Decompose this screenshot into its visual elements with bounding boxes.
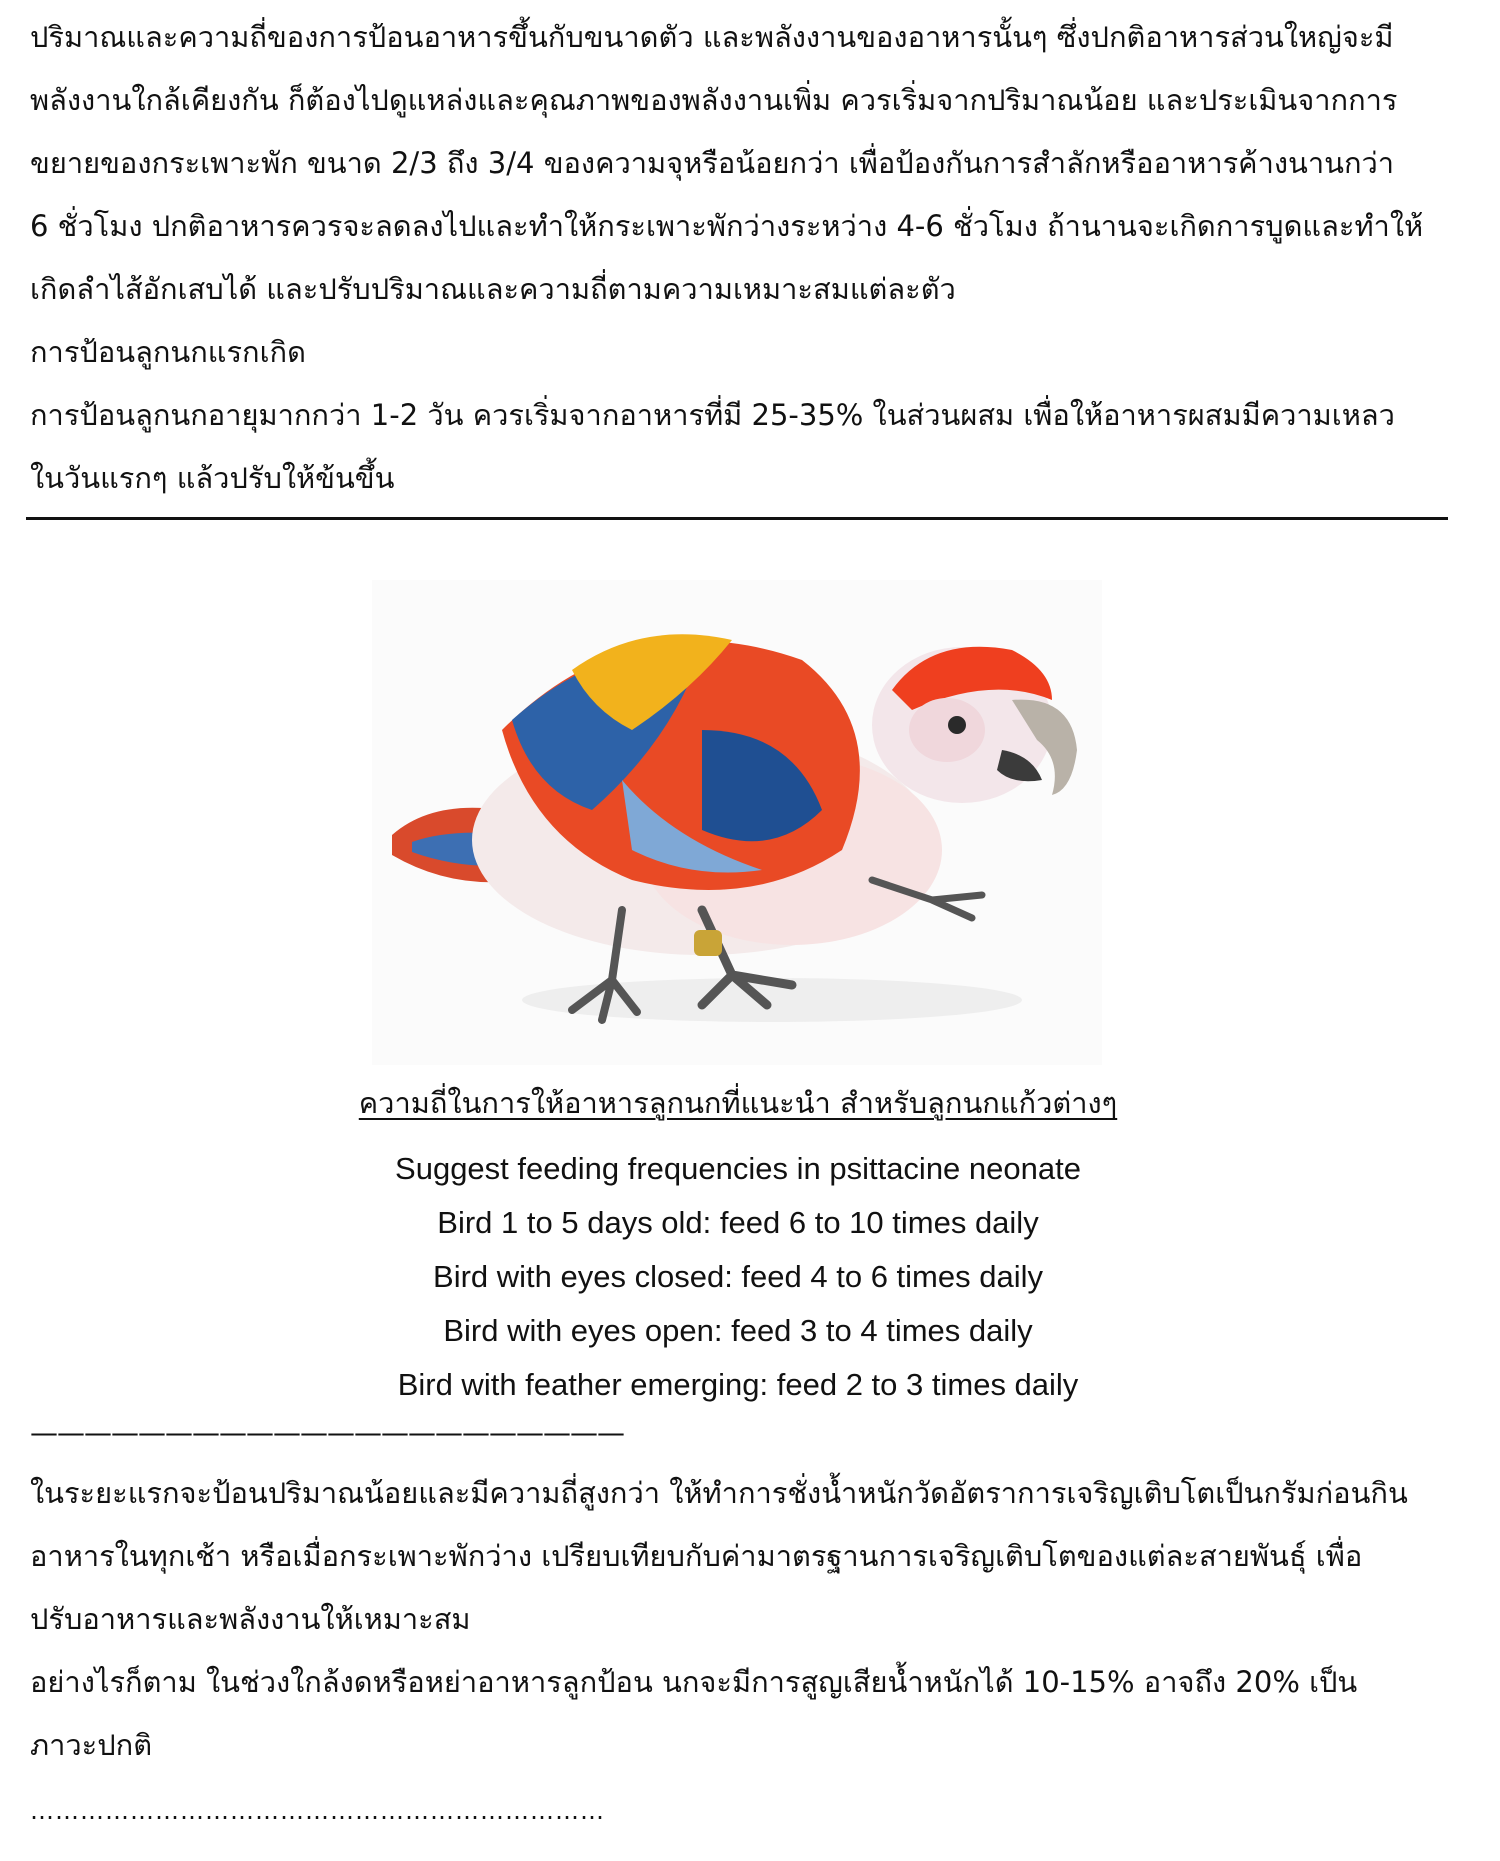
feeding-item: Bird with eyes open: feed 3 to 4 times daily (443, 1313, 1033, 1348)
growth-line: ปรับอาหารและพลังงานให้เหมาะสม (30, 1602, 471, 1636)
growth-line: อย่างไรก็ตาม ในช่วงใกล้งดหรือหย่าอาหารลูกป้อน นกจะมีการสูญเสียน้ำหนักได้ 10-15% อาจถึง 20% เป็น (30, 1665, 1358, 1699)
intro-line: เกิดลำไส้อักเสบได้ และปรับปริมาณและความถี่ตามความเหมาะสมแต่ละตัว (30, 272, 956, 306)
horizontal-rule (26, 517, 1448, 520)
macaw-chick-photo (372, 580, 1102, 1065)
subheading-newborn-feeding: การป้อนลูกนกแรกเกิด (30, 335, 306, 369)
growth-line: ภาวะปกติ (30, 1728, 153, 1762)
intro-paragraph (30, 6, 1460, 510)
intro-line: ขยายของกระเพาะพัก ขนาด 2/3 ถึง 3/4 ของความจุหรือน้อยกว่า เพื่อป้องกันการสำลักหรืออาหารค้างนานกว่า (30, 146, 1395, 180)
intro-line: ในวันแรกๆ แล้วปรับให้ข้นขึ้น (30, 461, 395, 495)
growth-paragraph (30, 1462, 1460, 1777)
feeding-item: Bird with feather emerging: feed 2 to 3 times daily (397, 1367, 1079, 1402)
intro-line: พลังงานใกล้เคียงกัน ก็ต้องไปดูแหล่งและคุณภาพของพลังงานเพิ่ม ควรเริ่มจากปริมาณน้อย และประเมินจากการ (30, 83, 1398, 117)
growth-line: อาหารในทุกเช้า หรือเมื่อกระเพาะพักว่าง เปรียบเทียบกับค่ามาตรฐานการเจริญเติบโตของแต่ละสายพันธุ์ เพื่อ (30, 1539, 1363, 1573)
feeding-frequency-list (0, 1142, 1476, 1412)
dash-separator: —————————————————————— (30, 1416, 624, 1449)
intro-line: 6 ชั่วโมง ปกติอาหารควรจะลดลงไปและทำให้กระเพาะพักว่างระหว่าง 4-6 ชั่วโมง ถ้านานจะเกิดการบูดและทำให้ (30, 209, 1424, 243)
intro-line: การป้อนลูกนกอายุมากกว่า 1-2 วัน ควรเริ่มจากอาหารที่มี 25-35% ในส่วนผสม เพื่อให้อาหารผสมมีความเหลว (30, 398, 1395, 432)
dotted-separator: …………………………………………………………… (30, 1797, 605, 1825)
image-caption: ความถี่ในการให้อาหารลูกนกที่แนะนำ สำหรับลูกนกแก้วต่างๆ (358, 1086, 1118, 1120)
feeding-title: Suggest feeding frequencies in psittacine neonate (395, 1151, 1081, 1186)
growth-line: ในระยะแรกจะป้อนปริมาณน้อยและมีความถี่สูงกว่า ให้ทำการชั่งน้ำหนักวัดอัตราการเจริญเติบโตเป็นกรัมก่อนกิน (30, 1476, 1408, 1510)
intro-line: ปริมาณและความถี่ของการป้อนอาหารขึ้นกับขนาดตัว และพลังงานของอาหารนั้นๆ ซึ่งปกติอาหารส่วนใหญ่จะมี (30, 20, 1394, 54)
feeding-item: Bird 1 to 5 days old: feed 6 to 10 times daily (437, 1205, 1039, 1240)
feeding-item: Bird with eyes closed: feed 4 to 6 times daily (433, 1259, 1043, 1294)
